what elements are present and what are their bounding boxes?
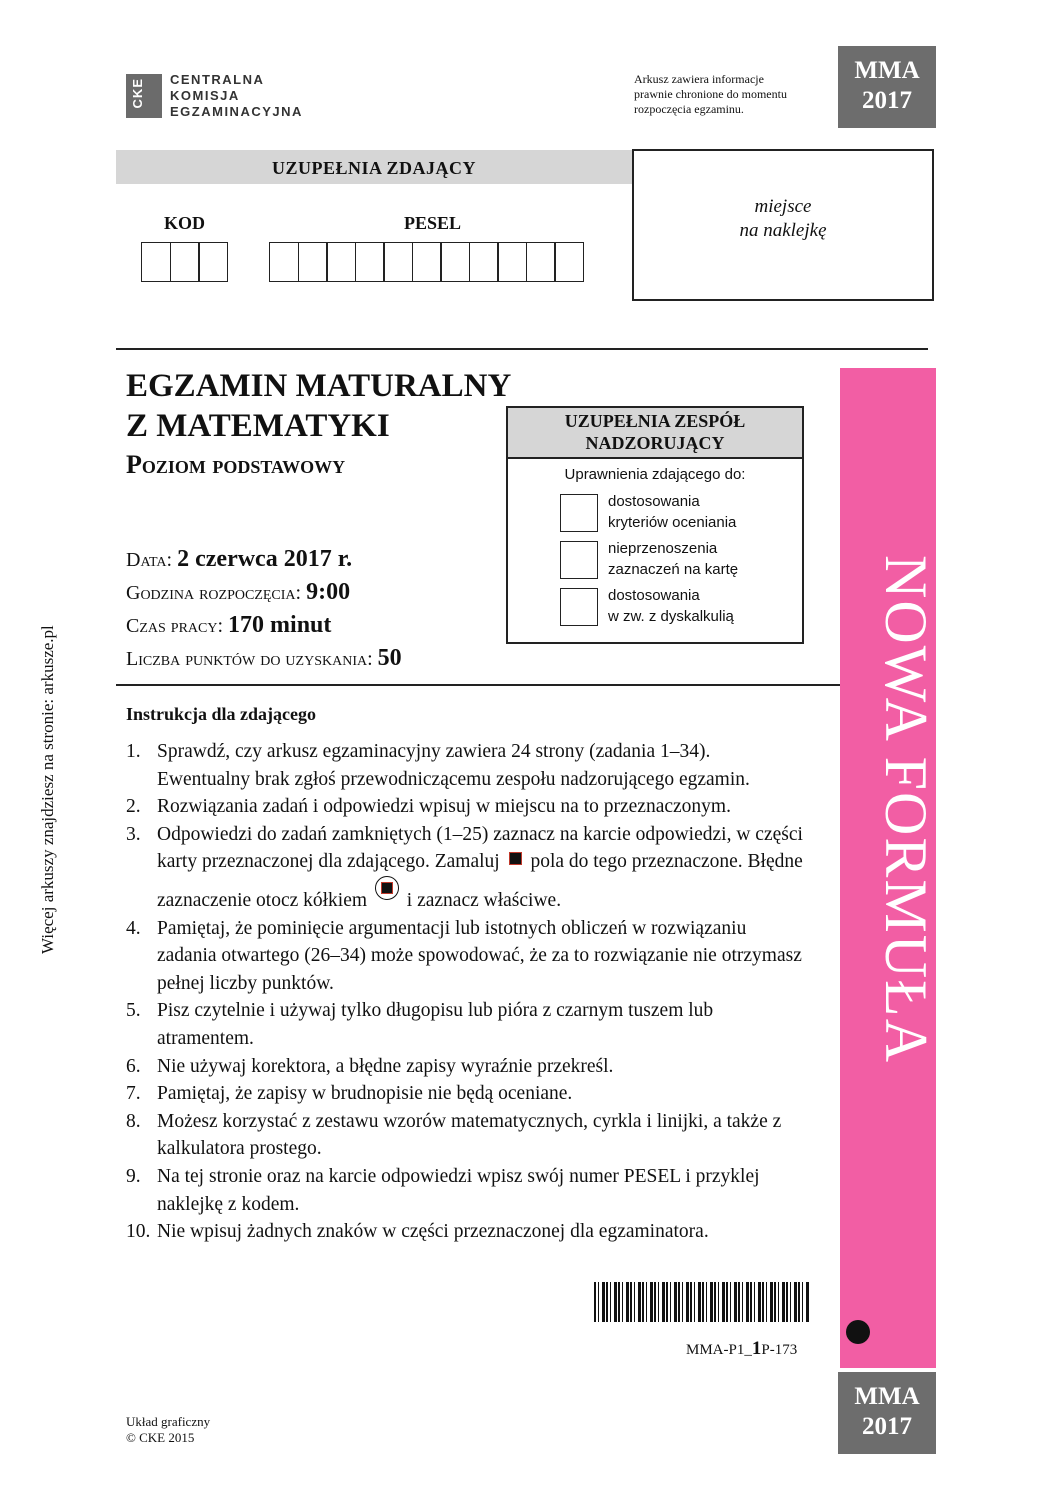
- footer-credit: Układ graficzny © CKE 2015: [126, 1414, 211, 1445]
- sticker-placeholder: miejsce na naklejkę: [632, 149, 934, 301]
- barcode: [594, 1282, 810, 1322]
- list-item: 4. Pamiętaj, że pominięcie argumentacji lub istotnych obliczeń w rozwiązaniu zadania otwartego (26–34) może spowodować, że za to rozwiązanie nie otrzymasz pełnej liczby punktów.: [126, 917, 802, 994]
- list-item: 2. Rozwiązania zadań i odpowiedzi wpisuj w miejscu na to przeznaczonym.: [126, 796, 731, 818]
- supervisors-subtitle: Uprawnienia zdającego do:: [564, 466, 746, 483]
- barcode-label: MMA-P1_1P-173: [686, 1338, 798, 1359]
- legal-notice: Arkusz zawiera informacje prawnie chronione do momentu rozpoczęcia egzaminu.: [634, 72, 787, 116]
- kod-boxes[interactable]: [141, 242, 227, 282]
- pesel-boxes[interactable]: [269, 242, 583, 282]
- exam-points: Liczba punktów do uzyskania: 50: [126, 645, 402, 671]
- cke-logo-mark: CKE: [126, 74, 162, 118]
- list-item: 8. Możesz korzystać z zestawu wzorów matematycznych, cyrkla i linijki, a także z kalkulatora prostego.: [126, 1110, 782, 1160]
- list-item: 3. Odpowiedzi do zadań zamkniętych (1–25) zaznacz na karcie odpowiedzi, w części karty przeznaczonej dla zdającego. Zamaluj pola do tego przeznaczone. Błędne zaznaczenie otocz kółkiem i zaznacz właściwe.: [126, 823, 803, 911]
- permission-checkbox[interactable]: [560, 494, 598, 532]
- permission-row: dostosowania kryteriów oceniania: [560, 494, 736, 533]
- permission-checkbox[interactable]: [560, 541, 598, 579]
- instructions-title: Instrukcja dla zdającego: [126, 704, 316, 724]
- permission-row: nieprzenoszenia zaznaczeń na kartę: [560, 541, 738, 580]
- exam-title: EGZAMIN MATURALNY Z MATEMATYKI: [126, 368, 512, 444]
- filled-square-icon: [509, 852, 522, 865]
- pesel-label: PESEL: [404, 213, 462, 233]
- exam-code-badge-top: MMA 2017: [838, 46, 936, 128]
- divider-top: [116, 348, 928, 350]
- side-note: Więcej arkuszy znajdziesz na stronie: arkusze.pl: [38, 625, 57, 954]
- exam-level: Poziom podstawowy: [126, 450, 346, 479]
- supervisors-header: UZUPEŁNIA ZESPÓŁ NADZORUJĄCY: [508, 408, 802, 459]
- circled-square-icon: [375, 876, 399, 900]
- list-item: 1. Sprawdź, czy arkusz egzaminacyjny zawiera 24 strony (zadania 1–34). Ewentualny brak zgłoś przewodniczącemu zespołu nadzorującego egzamin.: [126, 741, 750, 790]
- permission-checkbox[interactable]: [560, 588, 598, 626]
- exam-code-badge-bottom: MMA 2017: [838, 1372, 936, 1454]
- list-item: 7. Pamiętaj, że zapisy w brudnopisie nie będą oceniane.: [126, 1083, 573, 1105]
- exam-start-time: Godzina rozpoczęcia: 9:00: [126, 579, 351, 605]
- permission-row: dostosowania w zw. z dyskalkulią: [560, 588, 734, 627]
- candidate-section-header: UZUPEŁNIA ZDAJĄCY: [116, 150, 632, 184]
- cke-logo-text: CENTRALNA KOMISJA EGZAMINACYJNA: [170, 72, 303, 119]
- exam-duration: Czas pracy: 170 minut: [126, 612, 332, 638]
- list-item: 10. Nie wpisuj żadnych znaków w części przeznaczonej dla egzaminatora.: [126, 1221, 709, 1243]
- exam-date: Data: 2 czerwca 2017 r.: [126, 546, 353, 572]
- list-item: 9. Na tej stronie oraz na karcie odpowiedzi wpisz swój numer PESEL i przyklej naklejkę z kodem.: [126, 1165, 760, 1215]
- registration-dot: [846, 1320, 870, 1344]
- kod-label: KOD: [164, 213, 206, 233]
- list-item: 5. Pisz czytelnie i używaj tylko długopisu lub pióra z czarnym tuszem lub atramentem.: [126, 1000, 714, 1049]
- instructions-list: [126, 738, 806, 1246]
- list-item: 6. Nie używaj korektora, a błędne zapisy wyraźnie przekreśl.: [126, 1055, 614, 1077]
- nowa-formula-text: NOWA FORMUŁA: [873, 555, 939, 1065]
- divider-mid: [116, 684, 840, 686]
- supervisors-box: [506, 406, 804, 644]
